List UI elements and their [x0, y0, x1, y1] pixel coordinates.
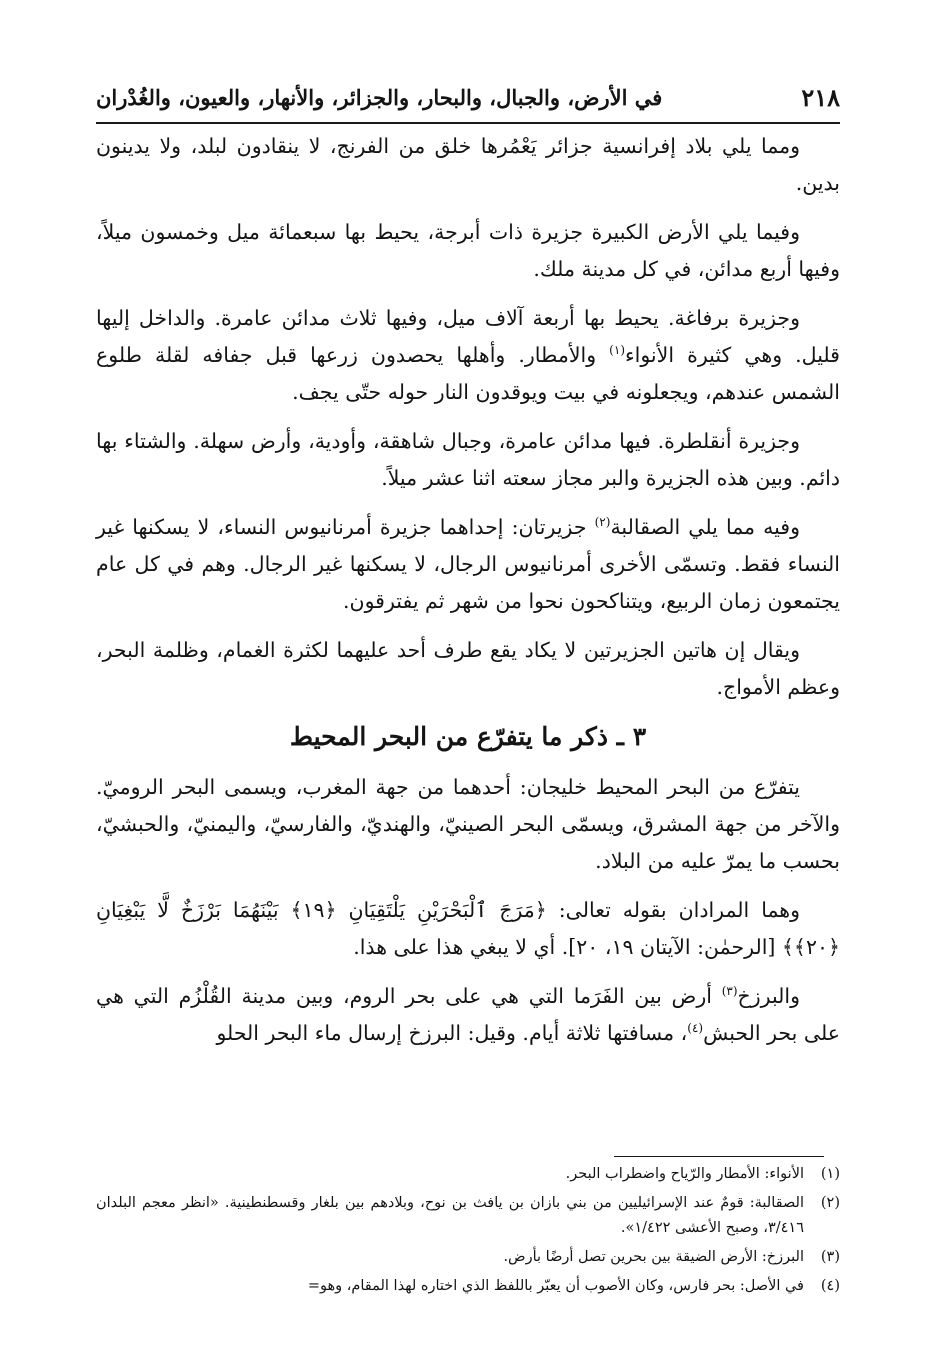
paragraph: وفيما يلي الأرض الكبيرة جزيرة ذات أبرجة، يحيط بها سبعمائة ميل وخمسون ميلاً، وفيها أربع مدائن، في كل مدينة ملك. — [96, 220, 840, 281]
paragraph-text: أرض بين الفَرَما التي هي على بحر الروم، وبين مدينة القُلْزُم التي هي على بحر الحبش — [96, 984, 840, 1045]
footnote-ref[interactable]: (١) — [609, 343, 625, 358]
footnote-ref[interactable]: (٢) — [594, 515, 611, 530]
paragraph-text: وفيه مما يلي الصقالبة — [610, 515, 801, 539]
paragraph — [96, 978, 840, 1052]
footnote — [96, 1245, 840, 1270]
paragraph-text: جزيرتان: إحداهما جزيرة أمرنانيوس النساء، لا يسكنها غير النساء فقط. وتسمّى الأخرى أمرنانيوس الرجال، لا يسكنها غير الرجال. وهم في كل عام يجتمعون زمان الربيع، ويتناكحون نحوا من شهر ثم يفترقون. — [96, 515, 840, 613]
section-heading: ٣ ـ ذكر ما يتفرّع من البحر المحيط — [289, 722, 647, 751]
footnote-number: (٤) — [820, 1278, 840, 1294]
paragraph-text: ، مسافتها ثلاثة أيام. وقيل: البرزخ إرسال ماء البحر الحلو — [216, 1021, 688, 1045]
quran-verse: ﴿مَرَجَ ٱلْبَحْرَيْنِ يَلْتَقِيَانِ ﴿١٩﴾ بَيْنَهُمَا بَرْزَخٌ لَّا يَبْغِيَانِ ﴿٢٠﴾﴾ — [96, 898, 840, 959]
footnote-number: (٣) — [820, 1249, 840, 1265]
footnote-text: في الأصل: بحر فارس، وكان الأصوب أن يعبّر باللفظ الذي اختاره لهذا المقام، وهو= — [307, 1278, 804, 1294]
footnote-text: البرزخ: الأرض الضيقة بين بحرين تصل أرضًا بأرض. — [503, 1249, 804, 1265]
paragraph: ومما يلي بلاد إفرانسية جزائر يَعْمُرها خلق من الفرنج، لا ينقادون لبلد، ولا يدينون بدين. — [96, 134, 840, 195]
footnote-text: الأنواء: الأمطار والرّياح واضطراب البحر. — [565, 1166, 804, 1182]
footnote — [96, 1162, 840, 1187]
paragraph — [96, 892, 840, 966]
paragraph-text: وهما المرادان بقوله تعالى: — [546, 898, 801, 922]
footnote-number: (٢) — [820, 1195, 840, 1211]
footnote-text: الصقالبة: قومٌ عند الإسرائيليين من بني بازان بن يافث بن نوح، وبلادهم بين بلغار وقسطنطينية. «انظر معجم البلدان ٣/٤١٦، وصبح الأعشى ١/٤٢٢». — [96, 1195, 804, 1236]
paragraph: يتفرّع من البحر المحيط خليجان: أحدهما من جهة المغرب، ويسمى البحر الروميّ. والآخر من جهة المشرق، ويسمّى البحر الصينيّ، والهنديّ، والفارسيّ، واليمنيّ، والحبشيّ، بحسب ما يمرّ عليه من البلاد. — [96, 775, 840, 873]
paragraph — [96, 300, 840, 411]
footnote-rule — [614, 1156, 824, 1157]
footnote — [96, 1191, 840, 1241]
paragraph-text: وجزيرة برفاغة. يحيط بها أربعة آلاف ميل، وفيها ثلاث مدائن عامرة. والداخل إليها قليل. وهي كثيرة الأنواء — [96, 306, 840, 367]
paragraph: وجزيرة أنقلطرة. فيها مدائن عامرة، وجبال شاهقة، وأودية، وأرض سهلة. والشتاء بها دائم. وبين هذه الجزيرة والبر مجاز سعته اثنا عشر ميلاً. — [96, 429, 840, 490]
main-text — [96, 128, 840, 1064]
footnote-ref[interactable]: (٣) — [721, 984, 738, 999]
paragraph-text: والأمطار. وأهلها يحصدون زرعها قبل جفافه لقلة طلوع الشمس عندهم، ويجعلونه في بيت ويوقدون النار حوله حتّى يجف. — [96, 343, 840, 404]
paragraph-text: والبرزخ — [737, 984, 800, 1008]
footnote-number: (١) — [820, 1166, 840, 1182]
footnotes — [96, 1162, 840, 1303]
running-title: في الأرض، والجبال، والبحار، والجزائر، والأنهار، والعيون، والغُدْران — [96, 84, 663, 110]
header-rule — [96, 122, 840, 124]
footnote — [96, 1274, 840, 1299]
footnote-ref[interactable]: (٤) — [687, 1021, 704, 1036]
paragraph: ويقال إن هاتين الجزيرتين لا يكاد يقع طرف أحد عليهما لكثرة الغمام، وظلمة البحر، وعظم الأمواج. — [96, 638, 840, 699]
page-number: ٢١٨ — [801, 82, 840, 112]
page-header — [96, 76, 840, 118]
paragraph — [96, 509, 840, 620]
paragraph-text: [الرحمٰن: الآيتان ١٩، ٢٠]. أي لا يبغي هذا على هذا. — [353, 935, 782, 959]
